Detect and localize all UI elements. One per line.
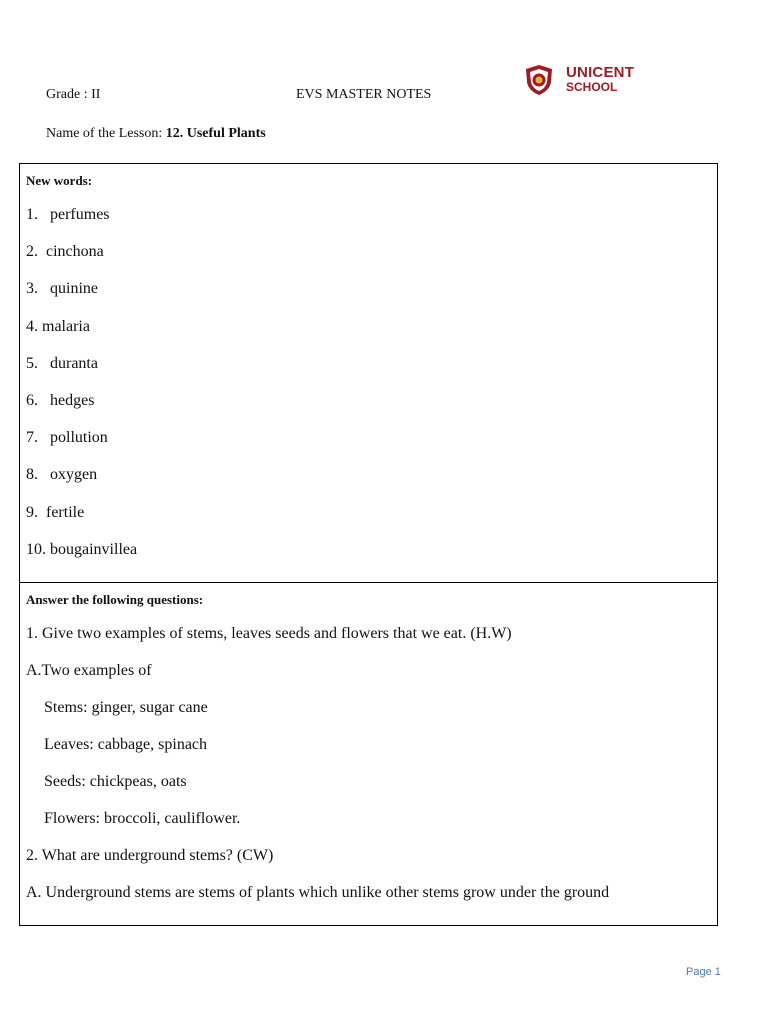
new-words-section: [20, 164, 717, 583]
new-words-heading: New words:: [26, 173, 93, 188]
list-item: 1. perfumes: [26, 206, 110, 223]
grade-label: Grade : II: [46, 87, 101, 102]
list-item: 9. fertile: [26, 503, 85, 521]
questions-heading: Answer the following questions:: [26, 592, 204, 607]
list-item: 4. malaria: [26, 317, 90, 335]
new-words-list: [26, 204, 137, 576]
list-item: 3. quinine: [26, 280, 98, 298]
list-item: 7. pollution: [26, 429, 108, 447]
question-line: 2. What are underground stems? (CW): [26, 847, 274, 864]
notes-table: [19, 163, 718, 926]
lesson-line: [46, 126, 266, 142]
page-number: Page 1: [686, 966, 721, 978]
answer-line: A. Underground stems are stems of plants which unlike other stems grow under the ground: [26, 884, 610, 901]
list-item: 2. cinchona: [26, 243, 104, 261]
lesson-label: Name of the Lesson:: [46, 126, 166, 141]
questions-list: [26, 623, 609, 919]
questions-section: [20, 583, 717, 925]
lesson-name: 12. Useful Plants: [165, 126, 266, 141]
question-line: 1. Give two examples of stems, leaves seeds and flowers that we eat. (H.W): [26, 625, 512, 642]
answer-line: A.Two examples of: [26, 662, 152, 679]
logo-text-unicent: UNICENT: [566, 64, 635, 81]
answer-line: Seeds: chickpeas, oats: [44, 773, 187, 790]
document-title: EVS MASTER NOTES: [296, 87, 432, 102]
list-item: 8. oxygen: [26, 466, 98, 484]
list-item: 5. duranta: [26, 354, 98, 372]
school-logo: [524, 64, 654, 98]
list-item: 10. bougainvillea: [26, 540, 138, 558]
answer-line: Flowers: broccoli, cauliflower.: [44, 810, 241, 827]
shield-icon: [524, 64, 554, 96]
logo-text-school: SCHOOL: [566, 80, 618, 94]
answer-line: Leaves: cabbage, spinach: [44, 736, 208, 753]
answer-line: Stems: ginger, sugar cane: [44, 699, 208, 716]
list-item: 6. hedges: [26, 391, 95, 409]
